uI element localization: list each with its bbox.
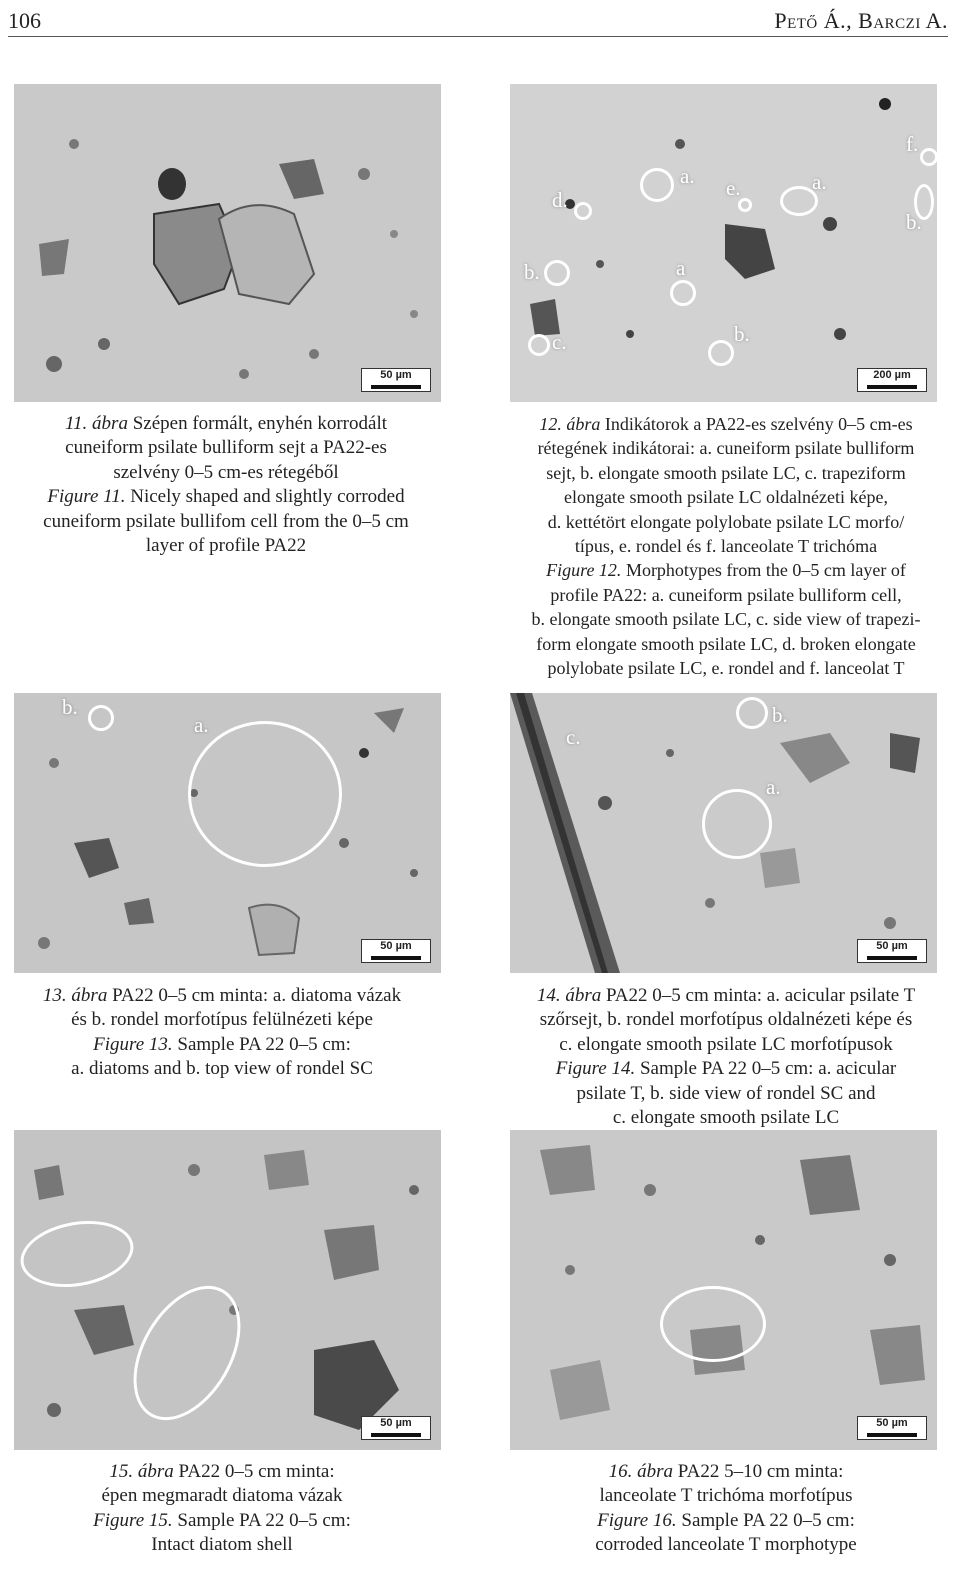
caption-line: lanceolate T trichóma morfotípus <box>599 1485 853 1507</box>
scale-label: 50 µm <box>380 369 412 381</box>
scale-bar <box>361 368 431 392</box>
caption-line: sejt, b. elongate smooth psilate LC, c. trapeziform <box>546 462 906 483</box>
figure-label: b. <box>524 260 540 284</box>
scale-bar <box>857 368 927 392</box>
marker-circle-b <box>544 260 570 286</box>
caption-line: szőrsejt, b. rondel morfotípus oldalnézeti képe és <box>539 1009 913 1031</box>
marker-circle-d <box>574 202 592 220</box>
caption-figure-12 <box>500 412 952 680</box>
figure-label: b. <box>906 210 922 234</box>
caption-line: psilate T, b. side view of rondel SC and <box>576 1082 876 1104</box>
caption-figure-11 <box>2 412 450 558</box>
micrograph-figure-11 <box>14 84 441 402</box>
marker-circle-a <box>188 721 342 867</box>
caption-line: Figure 12. Morphotypes from the 0–5 cm layer of <box>546 560 906 581</box>
micrograph-figure-13 <box>14 693 441 973</box>
caption-line: polylobate psilate LC, e. rondel and f. lanceolat T <box>547 658 905 679</box>
caption-line: cuneiform psilate bulliform sejt a PA22-es <box>65 437 387 459</box>
figure-label: a. <box>812 170 827 194</box>
caption-line: c. elongate smooth psilate LC morfotípusok <box>559 1033 893 1055</box>
figure-label: a. <box>194 713 209 737</box>
figure-label: c. <box>552 330 567 354</box>
caption-line: 16. ábra PA22 5–10 cm minta: <box>608 1461 844 1482</box>
caption-line: Figure 11. Nicely shaped and slightly corroded <box>47 486 405 508</box>
caption-line: típus, e. rondel és f. lanceolate T trichóma <box>574 536 878 557</box>
caption-line: és b. rondel morfotípus felülnézeti képe <box>71 1009 373 1031</box>
scale-label: 50 µm <box>380 940 412 952</box>
micrograph-figure-15 <box>14 1130 441 1450</box>
page-number: 106 <box>8 8 41 33</box>
caption-line: cuneiform psilate bullifom cell from the 0–5 cm <box>43 510 409 532</box>
marker-circle-b <box>736 697 768 729</box>
figure-label: a <box>676 256 686 280</box>
figure-label: b. <box>772 703 788 727</box>
caption-figure-13 <box>2 984 442 1082</box>
figure-label: c. <box>566 725 581 749</box>
caption-line: b. elongate smooth psilate LC, c. side view of trapezi- <box>531 609 921 630</box>
micrograph-image <box>14 84 441 402</box>
marker-circle-a <box>640 168 674 202</box>
caption-line: layer of profile PA22 <box>145 535 307 557</box>
caption-line: profile PA22: a. cuneiform psilate bulliform cell, <box>550 584 902 605</box>
caption-line: 14. ábra PA22 0–5 cm minta: a. acicular psilate T <box>536 985 916 1006</box>
figure-label: b. <box>62 695 78 719</box>
micrograph-figure-12 <box>510 84 937 402</box>
caption-line: form elongate smooth psilate LC, d. broken elongate <box>536 633 916 654</box>
figure-label: e. <box>726 176 741 200</box>
running-header <box>0 0 960 40</box>
caption-line: szelvény 0–5 cm-es rétegéből <box>113 461 339 483</box>
caption-figure-15 <box>2 1460 442 1558</box>
caption-line: Figure 14. Sample PA 22 0–5 cm: a. acicular <box>555 1058 897 1080</box>
caption-line: rétegének indikátorai: a. cuneiform psilate bulliform <box>537 438 915 459</box>
marker-ellipse <box>660 1286 766 1362</box>
marker-circle-c <box>528 334 550 356</box>
marker-circle-a <box>702 789 772 859</box>
micrograph-figure-14 <box>510 693 937 973</box>
caption-line: Figure 16. Sample PA 22 0–5 cm: <box>597 1509 855 1531</box>
caption-line: a. diatoms and b. top view of rondel SC <box>71 1058 373 1080</box>
caption-line: d. kettétört elongate polylobate psilate LC morfo/ <box>547 511 905 532</box>
caption-line: épen megmaradt diatoma vázak <box>101 1485 343 1507</box>
figure-label: b. <box>734 322 750 346</box>
figure-label: a. <box>680 164 695 188</box>
marker-circle-f <box>920 148 937 166</box>
caption-figure-16 <box>498 1460 954 1558</box>
caption-line: 13. ábra PA22 0–5 cm minta: a. diatoma vázak <box>42 985 402 1006</box>
marker-circle-b <box>88 705 114 731</box>
header-authors: Pető Á., Barczi A. <box>774 8 948 33</box>
scale-bar <box>361 1416 431 1440</box>
caption-line: elongate smooth psilate LC oldalnézeti képe, <box>564 487 888 508</box>
caption-line: Figure 13. Sample PA 22 0–5 cm: <box>93 1033 351 1055</box>
marker-circle-a <box>670 280 696 306</box>
caption-line: 12. ábra Indikátorok a PA22-es szelvény 0–5 cm-es <box>539 414 913 434</box>
caption-line: 11. ábra Szépen formált, enyhén korrodált <box>64 413 388 434</box>
figure-label: d. <box>552 188 568 212</box>
caption-line: Figure 15. Sample PA 22 0–5 cm: <box>93 1509 351 1531</box>
scale-label: 200 µm <box>873 369 911 381</box>
scale-bar <box>857 1416 927 1440</box>
caption-figure-14 <box>498 984 954 1130</box>
figure-label: a. <box>766 775 781 799</box>
caption-line: corroded lanceolate T morphotype <box>595 1534 857 1556</box>
scale-bar <box>857 939 927 963</box>
caption-line: c. elongate smooth psilate LC <box>612 1107 840 1129</box>
scale-label: 50 µm <box>876 1417 908 1429</box>
scale-label: 50 µm <box>380 1417 412 1429</box>
figure-label: f. <box>906 132 919 156</box>
header-rule <box>8 36 948 37</box>
scale-label: 50 µm <box>876 940 908 952</box>
micrograph-figure-16 <box>510 1130 937 1450</box>
micrograph-image <box>14 1130 441 1450</box>
caption-line: 15. ábra PA22 0–5 cm minta: <box>109 1461 335 1482</box>
marker-circle-b <box>708 340 734 366</box>
caption-line: Intact diatom shell <box>151 1534 293 1556</box>
scale-bar <box>361 939 431 963</box>
